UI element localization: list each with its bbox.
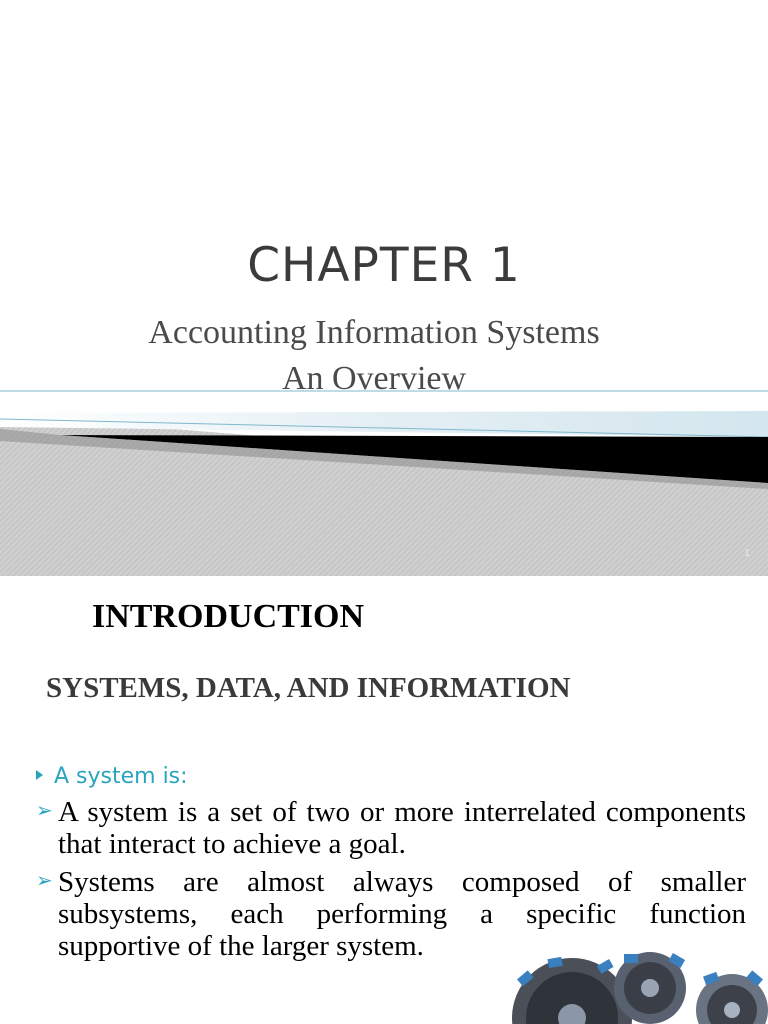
gears-icon xyxy=(500,952,768,1024)
triangle-bullet-icon xyxy=(36,770,43,780)
list-item xyxy=(36,866,746,962)
chevron-bullet-icon: ➢ xyxy=(36,798,53,822)
subtitle-line-1: Accounting Information Systems xyxy=(148,314,600,351)
definition-label-row xyxy=(36,764,188,789)
bullet-text: Systems are almost always composed of smaller subsystems, each performing a specific function supportive of the larger system. xyxy=(58,866,746,962)
definition-label: A system is: xyxy=(54,764,188,789)
chapter-title: CHAPTER 1 xyxy=(247,238,521,293)
slide-heading: INTRODUCTION xyxy=(92,598,365,635)
page-number: 1 xyxy=(744,548,750,559)
chevron-bullet-icon: ➢ xyxy=(36,868,53,892)
list-item xyxy=(36,796,746,860)
decorative-banner xyxy=(0,385,768,576)
bullet-list xyxy=(36,796,746,962)
subtitle-line-2: An Overview xyxy=(281,360,467,397)
content-slide xyxy=(0,576,768,1024)
bullet-text: A system is a set of two or more interrelated components that interact to achieve a goal. xyxy=(58,796,746,860)
section-heading: SYSTEMS, DATA, AND INFORMATION xyxy=(46,672,571,704)
